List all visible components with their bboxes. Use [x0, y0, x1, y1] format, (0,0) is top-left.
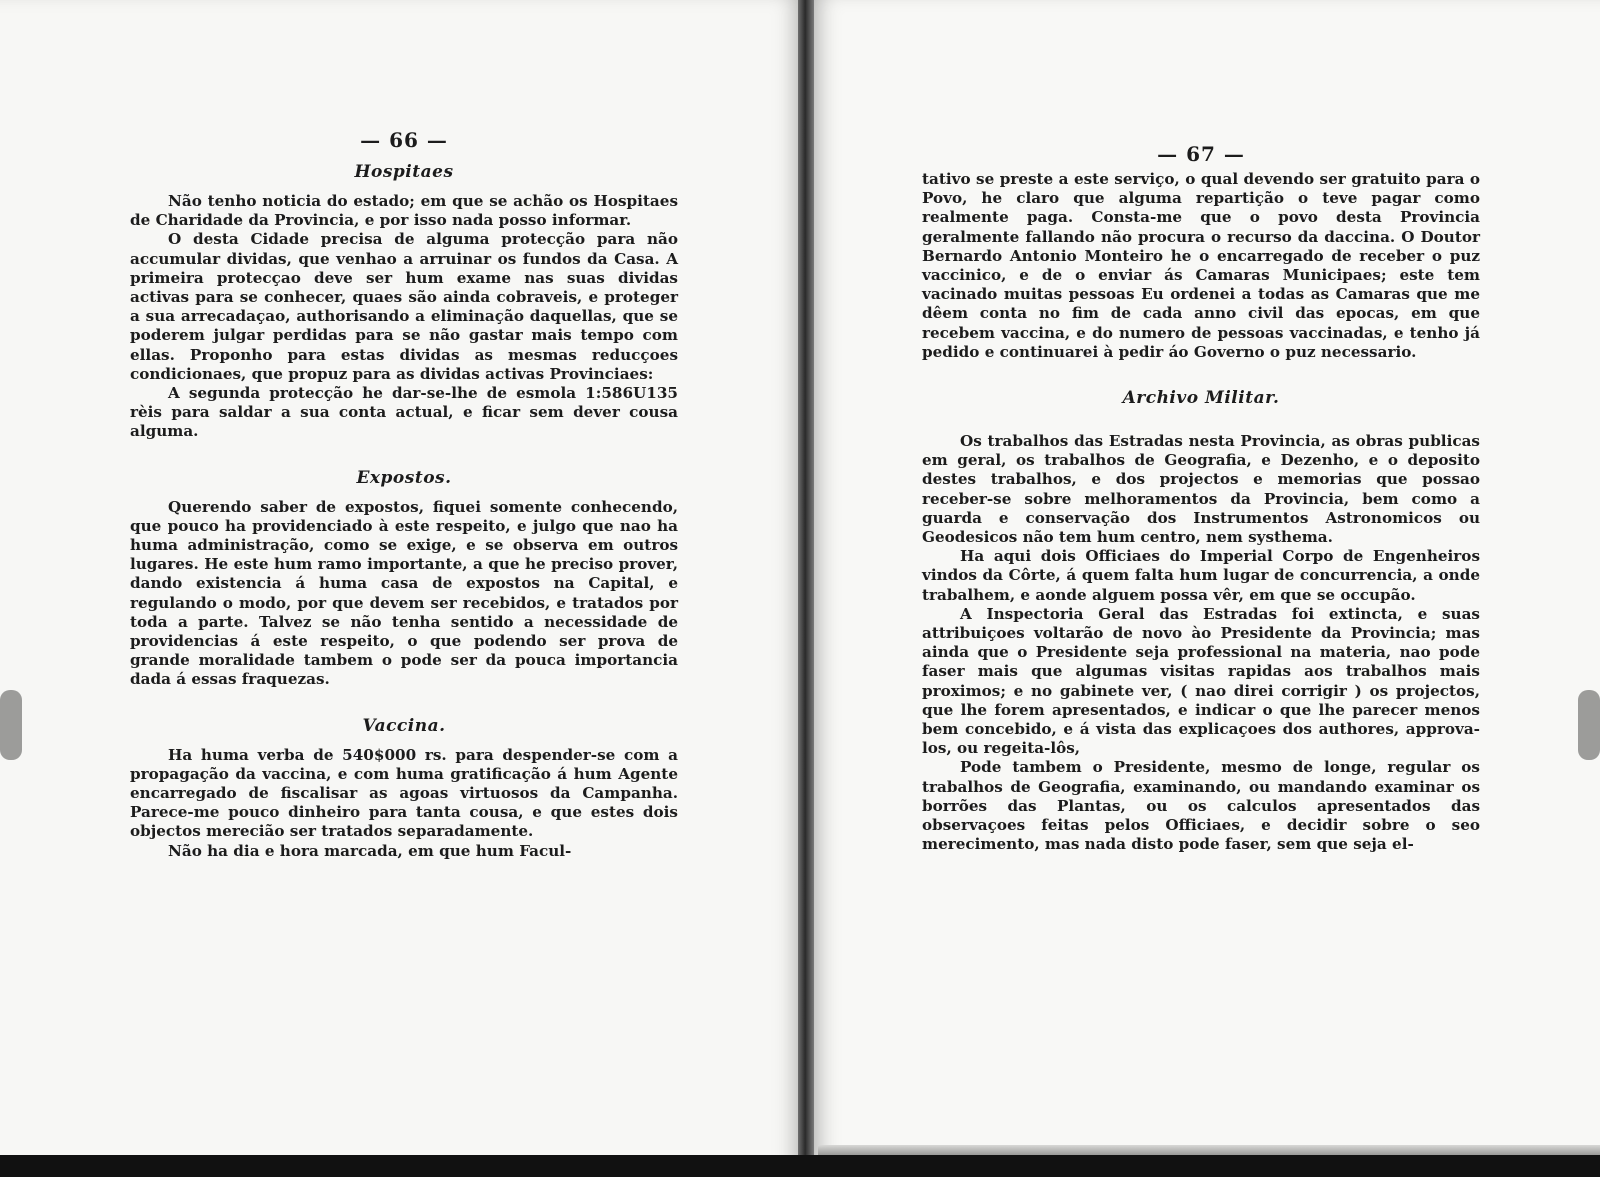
paragraph: Ha aqui dois Officiaes do Imperial Corpo de Engenheiros vindos da Côrte, á quem falta hum lugar de concurrencia, a onde trabalhem, e aonde alguem possa vêr, em que se occupão. — [922, 547, 1480, 604]
paragraph: A Inspectoria Geral das Estradas foi extincta, e suas attribuiçoes voltarão de novo ào Presidente da Provincia; mas ainda que o Presidente seja professional na materia, nao pode faser mais que algumas visitas rapidas aos trabalhos mais proximos; e no gabinete ver, ( nao direi corrigir ) os projectos, que lhe forem apresentados, e indicar o que lhe parecer menos bem concebido, e á vista das explicaçoes dos authores, approva-los, ou regeita-lôs, — [922, 604, 1480, 758]
book-edge-bottom — [0, 1155, 1600, 1177]
section-heading-expostos: Expostos. — [356, 467, 452, 488]
paragraph: O desta Cidade precisa de alguma protecção para não accumular dividas, que venhao a arruinar os fundos da Casa. A primeira protecçao deve ser hum exame nas suas dividas activas para se conhecer, quaes são ainda cobraveis, e proteger a sua arrecadaçao, authorisando a eliminação daquellas, que se poderem julgar perdidas para se não gastar mais tempo com ellas. Proponho para estas dividas as mesmas reducçoes condicionaes, que propuz para as dividas activas Provinciaes: — [130, 230, 678, 383]
section-heading-archivo: Archivo Militar. — [1122, 388, 1280, 409]
page-number: — 66 — — [360, 128, 448, 152]
right-page-text — [922, 142, 1480, 855]
page-stack-edge — [818, 1145, 1600, 1155]
paragraph: A segunda protecção he dar-se-lhe de esmola 1:586U135 rèis para saldar a sua conta actual, e ficar sem dever cousa alguma. — [130, 384, 678, 441]
section-heading-vaccina: Vaccina. — [362, 715, 446, 736]
paragraph-continuation: tativo se preste a este serviço, o qual devendo ser gratuito para o Povo, he claro que alguma repartição o teve pagar como realmente paga. Consta-me que o povo desta Provincia geralmente fallando não procura o recurso da daccina. O Doutor Bernardo Antonio Monteiro he o encarregado de receber o puz vaccinico, e de o enviar ás Camaras Municipaes; este tem vacinado muitas pessoas Eu ordenei a todas as Camaras que me dêem conta no fim de cada anno civil das epocas, em que recebem vaccina, e do numero de pessoas vaccinadas, e tenho já pedido e continuarei à pedir áo Governo o puz necessario. — [922, 170, 1480, 361]
clip-tab-right — [1578, 690, 1600, 760]
section-gap — [130, 442, 678, 468]
paragraph: Pode tambem o Presidente, mesmo de longe, regular os trabalhos de Geografia, examinando, ou mandando examinar os borrões das Plantas, ou os calculos apresentados das observaçoes feitas pelos Officiaes, e decidir sobre o seo merecimento, mas nada disto pode faser, sem que seja el- — [922, 758, 1480, 854]
section-gap — [922, 418, 1480, 432]
book-gutter — [798, 0, 814, 1177]
paragraph: Ha huma verba de 540$000 rs. para despender-se com a propagação da vaccina, e com huma gratificação á hum Agente encarregado de fiscalisar as agoas virtuosos da Campanha. Parece-me pouco dinheiro para tanta cousa, e que estes dois objectos merecião ser tratados separadamente. — [130, 745, 678, 841]
left-page-text — [130, 128, 678, 861]
page-number: — 67 — — [1157, 142, 1245, 166]
section-heading-hospitaes: Hospitaes — [354, 162, 454, 182]
section-gap — [922, 362, 1480, 388]
paragraph: Os trabalhos das Estradas nesta Provincia, as obras publicas em geral, os trabalhos de Geografia, e Dezenho, e o deposito destes trabalhos, e dos projectos e memorias que possao receber-se sobre melhoramentos da Provincia, bem como a guarda e conservação dos Instrumentos Astronomicos ou Geodesicos não tem hum centro, nem systhema. — [922, 432, 1480, 547]
section-gap — [130, 690, 678, 716]
paragraph: Não ha dia e hora marcada, em que hum Facul- — [168, 841, 572, 860]
paragraph: Não tenho noticia do estado; em que se achão os Hospitaes de Charidade da Provincia, e por isso nada posso informar. — [130, 192, 678, 230]
paragraph: Querendo saber de expostos, fiquei somente conhecendo, que pouco ha providenciado à este respeito, e julgo que nao ha huma administração, como se exige, e se observa em outros lugares. He este hum ramo importante, a que he preciso prover, dando existencia á huma casa de expostos na Capital, e regulando o modo, por que devem ser recebidos, e tratados por toda a parte. Talvez se não tenha sentido a necessidade de providencias á este respeito, o que podendo ser prova de grande moralidade tambem o pode ser da pouca importancia dada á essas fraquezas. — [130, 497, 678, 689]
clip-tab-left — [0, 690, 22, 760]
